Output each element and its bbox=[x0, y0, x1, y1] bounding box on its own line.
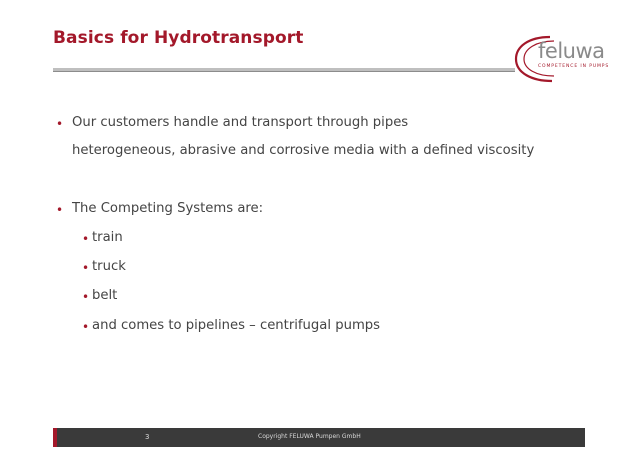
slide-title: Basics for Hydrotransport bbox=[53, 28, 304, 48]
sub-bullet-text: and comes to pipelines – centrifugal pumps bbox=[92, 318, 381, 333]
bullet-dot-icon: • bbox=[56, 117, 64, 131]
logo-wordmark: feluwa bbox=[538, 39, 605, 63]
logo-tagline: COMPETENCE IN PUMPS bbox=[538, 64, 610, 69]
sub-bullet-text: train bbox=[92, 230, 123, 245]
sub-bullet-text: belt bbox=[92, 288, 118, 303]
page-number: 3 bbox=[145, 433, 150, 441]
bullet-2-text: The Competing Systems are: bbox=[72, 201, 264, 216]
sub-bullet-text: truck bbox=[92, 259, 126, 274]
sub-bullet-dot-icon: • bbox=[82, 232, 90, 246]
sub-bullet-dot-icon: • bbox=[82, 261, 90, 275]
bullet-1-line-1: Our customers handle and transport through pipes bbox=[72, 115, 409, 130]
bullet-1-line-2: heterogeneous, abrasive and corrosive media with a defined viscosity bbox=[72, 143, 535, 158]
title-underline-shadow bbox=[53, 71, 515, 72]
feluwa-logo bbox=[510, 33, 626, 85]
footer-copyright: Copyright FELUWA Pumpen GmbH bbox=[258, 433, 361, 440]
sub-bullet-dot-icon: • bbox=[82, 320, 90, 334]
bullet-dot-icon: • bbox=[56, 203, 64, 217]
sub-bullet-dot-icon: • bbox=[82, 290, 90, 304]
footer-accent bbox=[53, 428, 57, 447]
